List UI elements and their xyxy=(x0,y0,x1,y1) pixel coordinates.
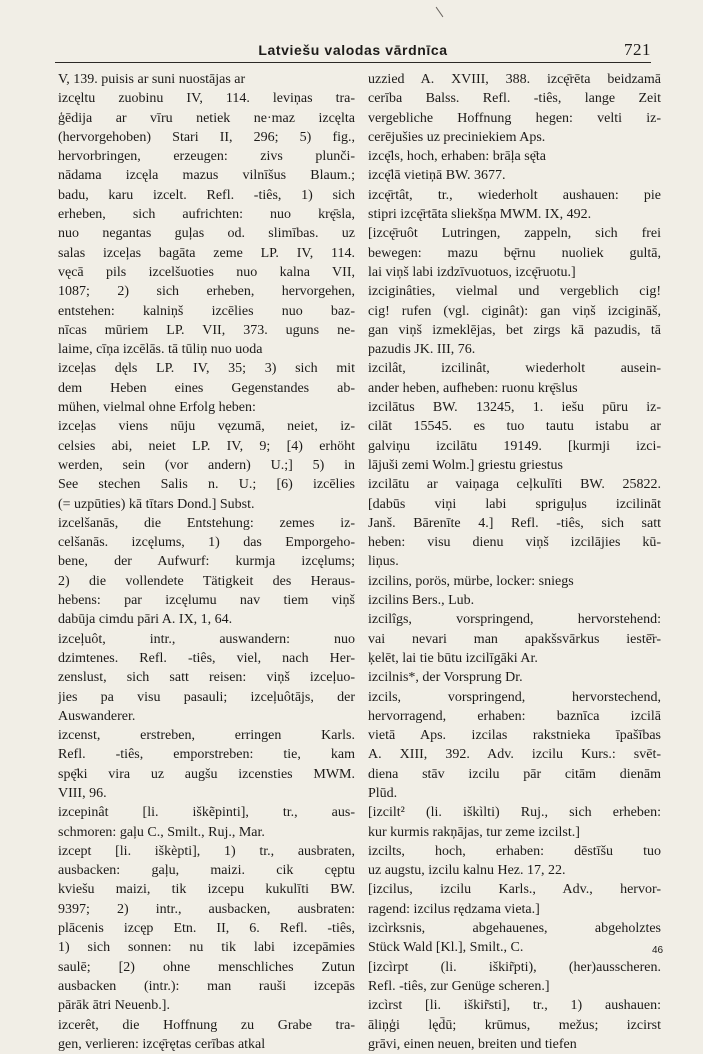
text-line: Plūd. xyxy=(368,785,398,801)
text-line: izcepinât [li. iškẽpinti], tr., aus- xyxy=(58,805,355,821)
text-line: izcìrksnis, abgehauenes, abgeholztes xyxy=(368,921,661,937)
text-line: izciginâties, vielmal und vergeblich cig! xyxy=(368,284,661,300)
text-line: salas izceļas bagāta zeme LP. IV, 114. xyxy=(58,245,355,261)
text-line: badu, karu izcelt. Refl. -tiês, 1) sich xyxy=(58,187,355,203)
text-line: grāvi, einen neuen, breiten und tiefen xyxy=(368,1036,577,1052)
text-line: entstehen: kalniņš izcēlies nuo baz- xyxy=(58,303,355,319)
text-line: lājuši zemi Wolm.] griestu griestus xyxy=(368,457,563,473)
text-line: gan viņš izmeklējas, bet zirgs kā pazudis, tā xyxy=(368,322,661,338)
text-line: VIII, 96. xyxy=(58,785,107,801)
text-line: hervorbringen, erzeugen: zivs plunči- xyxy=(58,149,355,165)
text-line: izcilts, hoch, erhaben: dēstīšu tuo xyxy=(368,843,661,859)
text-line: 1) sich sonnen: nu tik labi izcepāmies xyxy=(58,940,355,956)
text-line: izcilins, porös, mürbe, locker: sniegs xyxy=(368,573,574,589)
text-line: izceļas viens nūju vęzumā, neiet, iz- xyxy=(58,419,355,435)
text-line: izcìrst [li. iškir̃sti], tr., 1) aushauen: xyxy=(368,998,661,1014)
text-line: zenslust, sich satt reisen: viņš izceļuo- xyxy=(58,670,355,686)
text-line: schmoren: gaļu C., Smilt., Ruj., Mar. xyxy=(58,824,265,840)
text-line: hervorragend, erhaben: baznīca izcilā xyxy=(368,708,661,724)
text-line: 9397; 2) intr., ausbacken, ausbraten: xyxy=(58,901,355,917)
signature-mark: 46 xyxy=(652,945,664,956)
text-line: izcenst, erstreben, erringen Karls. xyxy=(58,728,355,744)
text-line: 1087; 2) sich erheben, hervorgehen, xyxy=(58,284,355,300)
text-line: izcę̄ls, hoch, erhaben: brāļa sę̄ta xyxy=(368,149,547,165)
right-column xyxy=(368,70,664,1054)
text-line: ķelēt, lai tie būtu izcilīgāki Ar. xyxy=(368,650,538,666)
text-line: izcerêt, die Hoffnung zu Grabe tra- xyxy=(58,1017,355,1033)
text-line: Janš. Bārenīte 4.] Refl. -tiês, sich satt xyxy=(368,515,661,531)
text-line: vergebliche Hoffnung hegen: velti iz- xyxy=(368,110,661,126)
text-line: (= uzpūties) kā tītars Dond.] Subst. xyxy=(58,496,255,512)
text-line: Refl. -tiês, zur Genüge scheren.] xyxy=(368,978,550,994)
text-line: pazudis JK. III, 76. xyxy=(368,342,476,358)
text-line: liņus. xyxy=(368,554,399,570)
text-line: heben: visu dienu viņš izcilājies kū- xyxy=(368,535,661,551)
running-title: Latviešu valodas vārdnīca xyxy=(258,42,448,58)
text-line: ausbacken (intr.): man rauši izcepās xyxy=(58,978,355,994)
text-line: izcilins Bers., Lub. xyxy=(368,593,475,609)
text-line: gen, verlieren: izcę̄rętas cerības atkal xyxy=(58,1036,266,1052)
text-line: (hervorgehoben) Stari II, 296; 5) fig., xyxy=(58,129,355,145)
text-line: izcę̄rtât, tr., wiederholt aushauen: pie xyxy=(368,187,661,203)
text-line: celšanās. izcęlums, 1) das Emporgeho- xyxy=(58,535,355,551)
text-line: [dabūs viņi labi spriguļus izcilināt xyxy=(368,496,661,512)
text-line: bewegen: mazu bę̄rnu nuoliek gultā, xyxy=(368,245,661,261)
text-line: werden, sein (vor andern) U.;] 5) in xyxy=(58,457,355,473)
text-line: laime, cīņa izcēlās. tā tūliņ nuo uoda xyxy=(58,342,263,358)
text-line: izcęltu zuobinu IV, 114. leviņas tra- xyxy=(58,91,355,107)
margin-mark xyxy=(436,7,444,17)
text-line: saulē; [2) ohne menschliches Zutun xyxy=(58,959,355,975)
text-line: V, 139. puisis ar suni nuostājas ar xyxy=(58,72,246,87)
text-line: izcilātus BW. 13245, 1. iešu pūru iz- xyxy=(368,400,661,416)
text-line: nuo negantas guļas od. slimības. uz xyxy=(58,226,355,242)
text-line: cerība Balss. Refl. -tiês, lange Zeit xyxy=(368,91,661,107)
text-line: See stechen Salis n. U.; [6) izcēlies xyxy=(58,477,355,493)
text-line: [izcę̄ruôt Lutringen, zappeln, sich frei xyxy=(368,226,661,242)
text-line: galviņu izcilātu 19149. [kurmji izci- xyxy=(368,438,661,454)
page-number: 721 xyxy=(624,40,651,59)
text-line: izcilnis*, der Vorsprung Dr. xyxy=(368,670,523,686)
text-line: izceļas dęls LP. IV, 35; 3) sich mit xyxy=(58,361,355,377)
text-line: 2) die vollendete Tätigkeit des Heraus- xyxy=(58,573,355,589)
text-line: izcelšanās, die Entstehung: zemes iz- xyxy=(58,515,355,531)
text-line: nīcas mūriem LP. VII, 373. uguns ne- xyxy=(58,322,355,338)
text-line: jies pa visu pasauli; izceļuôtājs, der xyxy=(58,689,355,705)
text-line: izcept [li. iškèpti], 1) tr., ausbraten, xyxy=(58,843,355,859)
text-line: izceļuôt, intr., auswandern: nuo xyxy=(58,631,355,647)
text-line: [izcilus, izcilu Karls., Adv., hervor- xyxy=(368,882,661,898)
text-line: cilāt 15545. es tuo tautu istabu ar xyxy=(368,419,661,435)
text-line: [izcilt² (li. iškìlti) Ruj., sich erheben: xyxy=(368,805,661,821)
text-line: dzimtenes. Refl. -tiês, viel, nach Her- xyxy=(58,650,355,666)
text-line: ģēdija ar vīru netiek ne·maz izcęlta xyxy=(58,110,355,126)
text-line: cerējušies uz preciniekiem Aps. xyxy=(368,129,546,145)
text-line: celsies abi, neiet LP. IV, 9; [4) erhöht xyxy=(58,438,355,454)
text-line: cig! rufen (vgl. ciginât): gan viņš izcigināš, xyxy=(368,303,661,319)
text-line: mühen, vielmal ohne Erfolg heben: xyxy=(58,400,256,416)
text-line: kviešu maizi, tik izcepu kukulīti BW. xyxy=(58,882,355,898)
text-line: Stück Wald [Kl.], Smilt., C. xyxy=(368,940,524,956)
text-line: kur kurmis rakņājas, tur zeme izcilst.] xyxy=(368,824,580,840)
text-line: vietā Aps. izcilas rakstnieka īpašības xyxy=(368,728,661,744)
text-line: plācenis izcęp Etn. II, 6. Refl. -tiês, xyxy=(58,921,355,937)
text-line: ragend: izcilus rędzama vieta.] xyxy=(368,901,540,917)
text-line: A. XIII, 392. Adv. izcilu Kurs.: svēt- xyxy=(368,747,661,763)
text-line: izcilât, izcilinât, wiederholt ausein- xyxy=(368,361,661,377)
text-line: nādama izcęla mazus vilnīšus Blaum.; xyxy=(58,168,355,184)
text-line: bene, der Aufwurf: kurmja izcęlums; xyxy=(58,554,355,570)
text-line: diena stāv izcilu pār citām dienām xyxy=(368,766,661,782)
text-line: vęcā pils izcelšuoties nuo kalna VII, xyxy=(58,264,355,280)
text-line: hebens: par izcęlumu nav tiem viņš xyxy=(58,593,355,609)
text-line: āliņģi lęd̄ū; krūmus, mežus; izcirst xyxy=(368,1017,661,1033)
text-line: izcilîgs, vorspringend, hervorstehend: xyxy=(368,612,661,628)
text-line: izcilātu ar vaiņaga ceļkulīti BW. 25822. xyxy=(368,477,661,493)
text-line: vai nevari man apakšsvārkus iestē̄r- xyxy=(368,631,661,647)
text-line: spę̄ki vira uz augšu izcensties MWM. xyxy=(58,766,355,782)
text-line: ausbacken: gaļu, maizi. cik cęptu xyxy=(58,863,355,879)
text-line: lai viņš labi izdzīvuotuos, izcę̄ruotu.] xyxy=(368,264,576,280)
text-line: uzzied A. XVIII, 388. izcę̄rēta beidzamā xyxy=(368,72,661,87)
left-column xyxy=(58,70,355,1054)
text-line: uz augstu, izcilu kalnu Hez. 17, 22. xyxy=(368,863,566,879)
text-line: izcils, vorspringend, hervorstechend, xyxy=(368,689,661,705)
page-header xyxy=(55,38,651,63)
text-line: dabūja cimdu pāri A. IX, 1, 64. xyxy=(58,612,233,628)
text-line: pārāk ātri Neuenb.]. xyxy=(58,998,170,1014)
text-line: izcę̄lā vietiņā BW. 3677. xyxy=(368,168,506,184)
text-line: dem Heben eines Gegenstandes ab- xyxy=(58,380,355,396)
text-line: [izcìrpt (li. iškir̃pti), (her)ausscheren. xyxy=(368,959,661,975)
text-line: erheben, sich aufrichten: nuo krę̄sla, xyxy=(58,207,355,223)
text-line: Auswanderer. xyxy=(58,708,136,724)
text-line: ander heben, aufheben: ruonu krę̄slus xyxy=(368,380,578,396)
text-line: Refl. -tiês, emporstreben: tie, kam xyxy=(58,747,355,763)
text-line: stipri izcę̄rtāta sliekšņa MWM. IX, 492. xyxy=(368,207,592,223)
